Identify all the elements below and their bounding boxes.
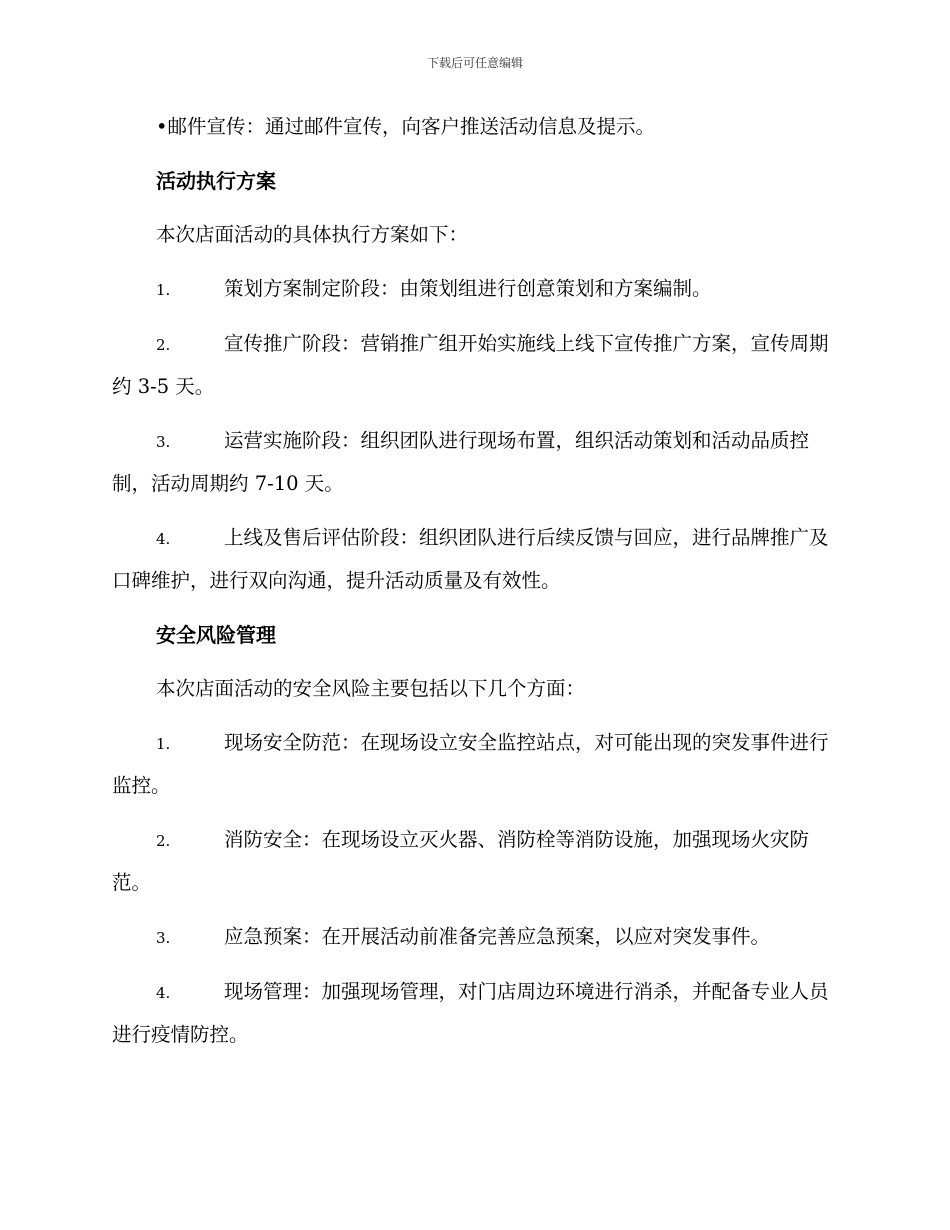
section-intro-safety: 本次店面活动的安全风险主要包括以下几个方面：	[156, 677, 586, 700]
list-item	[112, 916, 832, 959]
list-item-number: 4.	[156, 530, 171, 548]
list-item-number: 2.	[156, 832, 171, 850]
list-item	[112, 722, 832, 807]
list-item	[112, 323, 832, 408]
list-item-text: 上线及售后评估阶段：组织团队进行后续反馈与回应，进行品牌推广及口碑维护，进行双向沟通，提升活动质量及有效性。	[112, 526, 829, 592]
list-item	[112, 268, 832, 311]
list-item	[112, 517, 832, 602]
list-item-text: 消防安全：在现场设立灭火器、消防栓等消防设施，加强现场火灾防范。	[112, 828, 810, 894]
list-item-number: 1.	[156, 735, 171, 753]
list-item-text: 现场管理：加强现场管理，对门店周边环境进行消杀，并配备专业人员进行疫情防控。	[112, 980, 829, 1046]
page-header: 下载后可任意编辑	[426, 56, 523, 70]
list-item-number: 2.	[156, 336, 171, 354]
list-item	[112, 420, 832, 505]
list-item-text: 宣传推广阶段：营销推广组开始实施线上线下宣传推广方案，宣传周期约 3-5 天。	[112, 332, 829, 398]
list-item-text: 应急预案：在开展活动前准备完善应急预案，以应对突发事件。	[224, 925, 771, 948]
list-item-number: 3.	[156, 929, 171, 947]
list-item-text: 运营实施阶段：组织团队进行现场布置，组织活动策划和活动品质控制，活动周期约 7-10 天。	[112, 429, 810, 495]
list-item-number: 3.	[156, 433, 171, 451]
bullet-item	[112, 106, 832, 148]
section-heading-safety: 安全风险管理	[156, 623, 276, 647]
document-body	[112, 106, 832, 1068]
bullet-text: 邮件宣传：通过邮件宣传，向客户推送活动信息及提示。	[167, 115, 656, 138]
section-heading-execution: 活动执行方案	[156, 169, 276, 193]
section-intro-execution: 本次店面活动的具体执行方案如下：	[156, 223, 469, 246]
list-item-text: 策划方案制定阶段：由策划组进行创意策划和方案编制。	[224, 277, 712, 300]
list-item-text: 现场安全防范：在现场设立安全监控站点，对可能出现的突发事件进行监控。	[112, 731, 829, 797]
bullet-mark: •	[156, 115, 168, 138]
list-item	[112, 819, 832, 904]
list-item	[112, 971, 832, 1056]
list-item-number: 4.	[156, 984, 171, 1002]
list-item-number: 1.	[156, 281, 171, 299]
